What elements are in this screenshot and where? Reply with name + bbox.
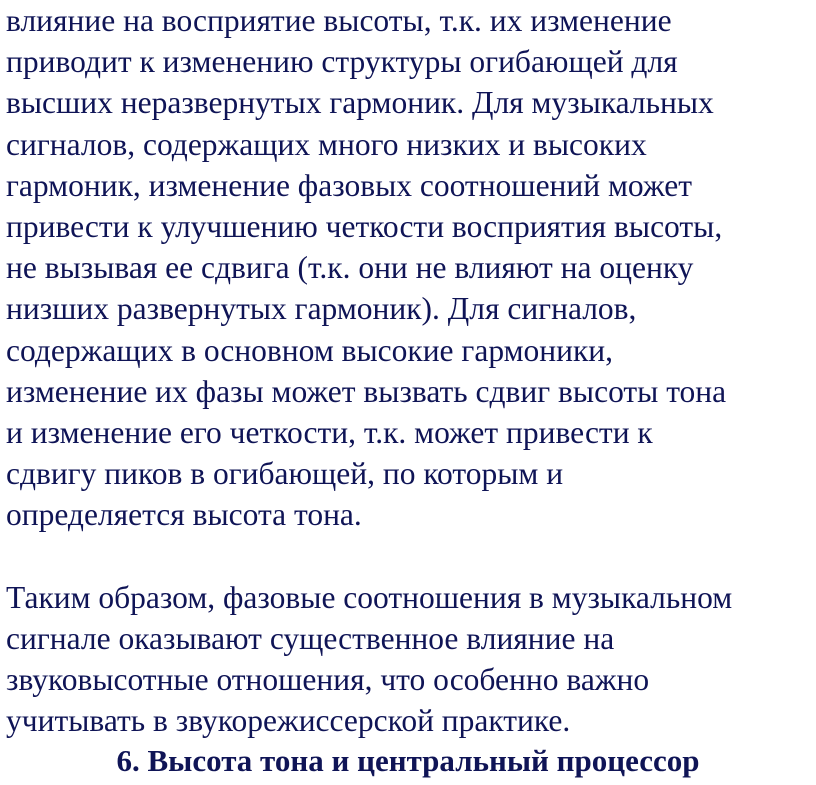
text-line: приводит к изменению структуры огибающей для — [6, 44, 678, 80]
section-heading: 6. Высота тона и центральный процессор — [116, 743, 700, 778]
text-line: учитывать в звукорежиссерской практике. — [6, 703, 571, 739]
text-line: сигнале оказывают существенное влияние на — [6, 620, 615, 656]
text-line: определяется высота тона. — [6, 497, 362, 533]
text-line: и изменение его четкости, т.к. может привести к — [6, 415, 653, 451]
text-line: содержащих в основном высокие гармоники, — [6, 332, 614, 368]
text-line: влияние на восприятие высоты, т.к. их изменение — [6, 3, 672, 38]
text-line: сдвигу пиков в огибающей, по которым и — [6, 456, 564, 492]
text-line: Таким образом, фазовые соотношения в музыкальном — [6, 579, 733, 615]
text-line: сигналов, содержащих много низких и высоких — [6, 126, 647, 162]
paragraph-1 — [6, 0, 816, 536]
paragraph-spacer — [6, 536, 816, 577]
text-line: привести к улучшению четкости восприятия высоты, — [6, 209, 723, 245]
paragraph-2 — [6, 577, 816, 742]
text-line: не вызывая ее сдвига (т.к. они не влияют на оценку — [6, 250, 694, 286]
text-line: изменение их фазы может вызвать сдвиг высоты тона — [6, 373, 727, 409]
text-line: звуковысотные отношения, что особенно важно — [6, 662, 650, 698]
text-line: высших неразвернутых гармоник. Для музыкальных — [6, 85, 714, 121]
text-line: низших развернутых гармоник). Для сигналов, — [6, 291, 637, 327]
document-body — [6, 0, 816, 741]
text-line: гармоник, изменение фазовых соотношений может — [6, 167, 692, 203]
